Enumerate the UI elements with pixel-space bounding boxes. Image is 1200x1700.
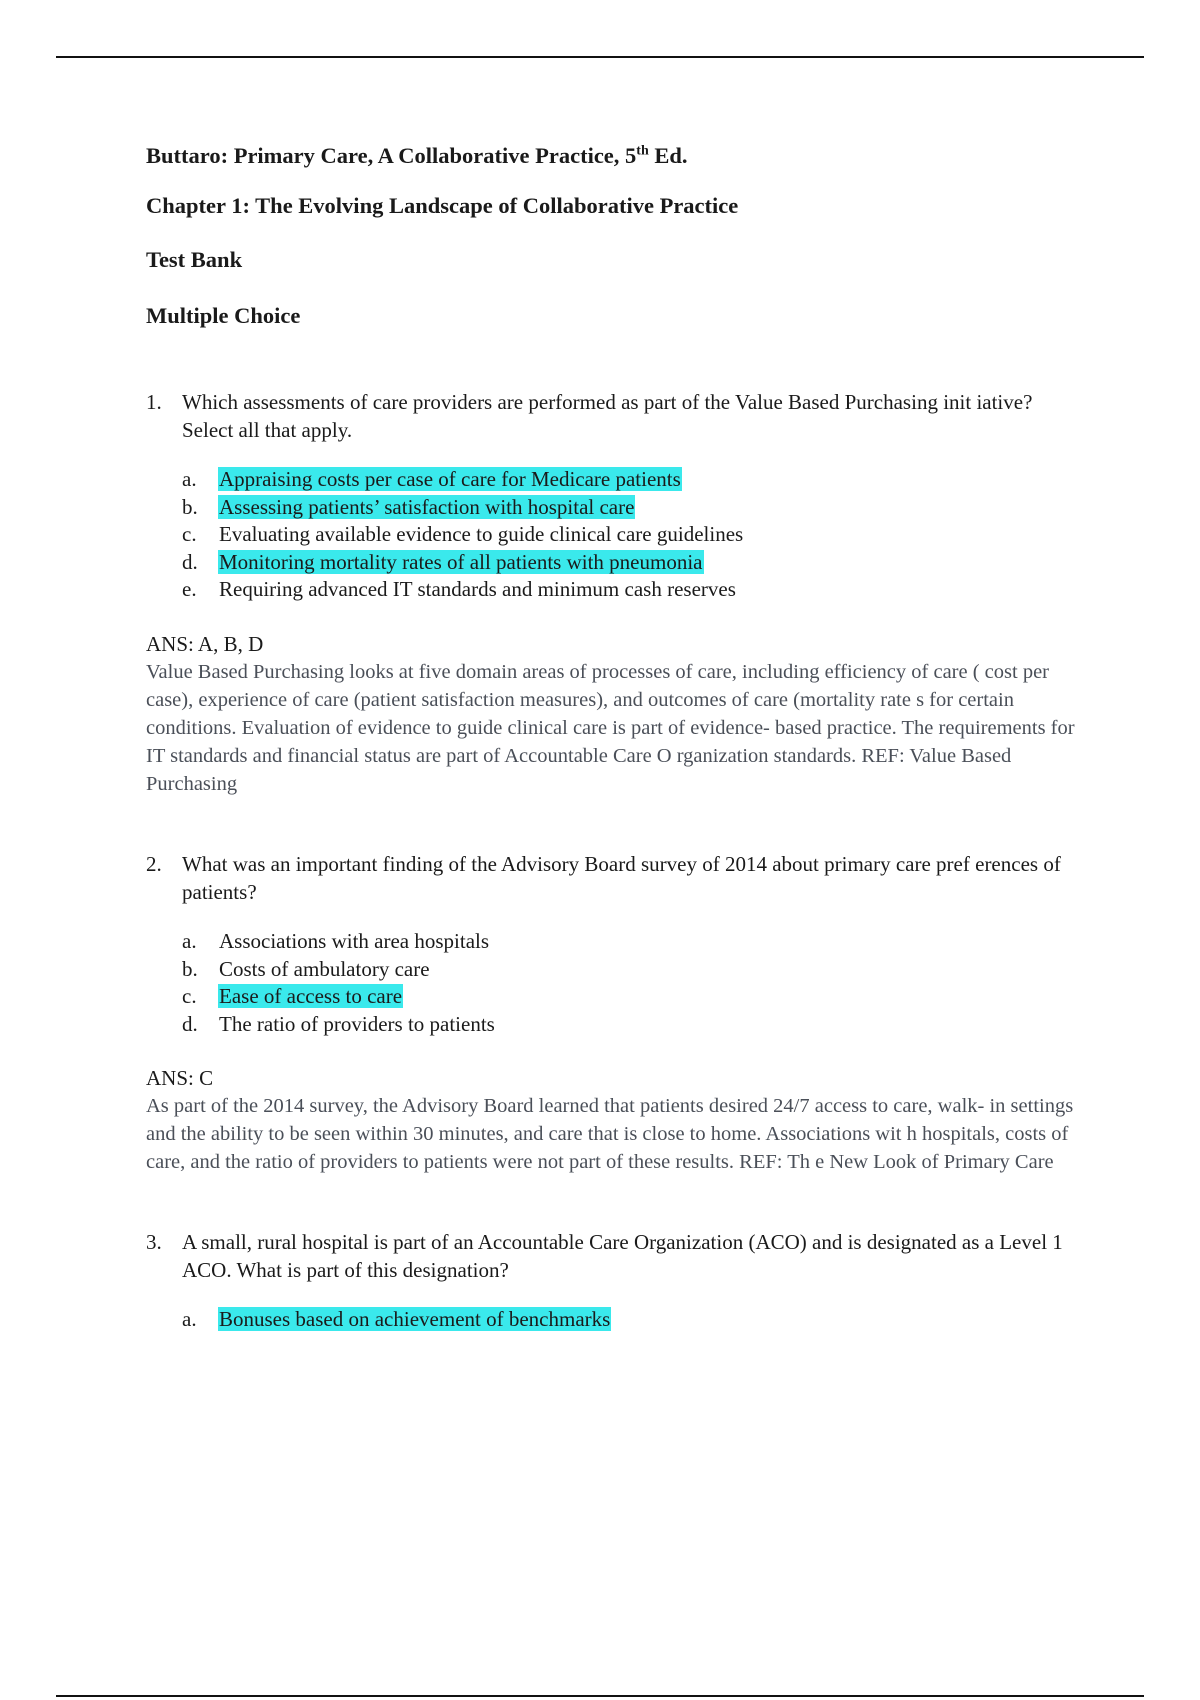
answer-key: ANS: C — [146, 1066, 214, 1091]
highlighted-answer: Ease of access to care — [219, 984, 403, 1009]
chapter-title: Chapter 1: The Evolving Landscape of Collaborative Practice — [146, 193, 739, 218]
highlighted-answer: Monitoring mortality rates of all patients with pneumonia — [219, 549, 703, 574]
highlighted-answer: Bonuses based on achievement of benchmarks — [219, 1307, 611, 1332]
option-b: b. Assessing patients’ satisfaction with hospital care — [182, 494, 635, 519]
option-d: d. The ratio of providers to patients — [182, 1011, 495, 1036]
option-d: d. Monitoring mortality rates of all patients with pneumonia — [182, 549, 703, 574]
option-a: a. Appraising costs per case of care for Medicare patients — [182, 467, 681, 491]
section-heading: Multiple Choice — [146, 303, 301, 328]
question-2 — [146, 850, 1096, 1176]
answer-key: ANS: A, B, D — [146, 631, 264, 656]
option-e: e. Requiring advanced IT standards and minimum cash reserves — [182, 577, 736, 602]
question-number: 2. — [146, 851, 162, 876]
question-1 — [146, 388, 1096, 798]
question-text: Which assessments of care providers are performed as part of the Value Based Purchasing init iative? — [182, 390, 1033, 414]
question-text: A small, rural hospital is part of an Accountable Care Organization (ACO) and is designated as a Level 1 ACO. What is part of this designation? — [182, 1230, 1063, 1283]
question-number: 3. — [146, 1230, 162, 1255]
document-page — [146, 142, 1096, 1334]
option-b: b. Costs of ambulatory care — [182, 956, 430, 981]
highlighted-answer: Appraising costs per case of care for Medicare patients — [219, 467, 681, 491]
option-list — [146, 1306, 1096, 1334]
question-instruction: Select all that apply. — [182, 418, 353, 442]
question-text: What was an important finding of the Advisory Board survey of 2014 about primary care pref erences of patients? — [182, 851, 1061, 904]
option-list — [146, 928, 1096, 1038]
bottom-rule — [56, 1695, 1144, 1697]
highlighted-answer: Assessing patients’ satisfaction with hospital care — [219, 494, 635, 519]
question-number: 1. — [146, 390, 162, 414]
option-list — [146, 466, 1096, 604]
option-c: c. Evaluating available evidence to guide clinical care guidelines — [182, 522, 744, 547]
option-c: c. Ease of access to care — [182, 984, 403, 1009]
test-bank-heading: Test Bank — [146, 247, 243, 272]
book-title: Buttaro: Primary Care, A Collaborative Practice, 5th Ed. — [146, 143, 688, 168]
option-a: a. Associations with area hospitals — [182, 928, 490, 953]
question-3 — [146, 1228, 1096, 1334]
rationale-text: Value Based Purchasing looks at five domain areas of processes of care, including efficiency of care ( cost per case), experience of care (patient satisfaction measures), and outcomes of care (mortality rate s for certain conditions. Evaluation of evidence to guide clinical care is part of evidence- based practice. The requirements for IT standards and financial status are part of Accountable Care O rganization standards. REF: Value Based Purchasing — [146, 660, 1075, 795]
rationale-text: As part of the 2014 survey, the Advisory Board learned that patients desired 24/7 access to care, walk- in settings and the ability to be seen within 30 minutes, and care that is close to home. Associations wit h hospitals, costs of care, and the ratio of providers to patients were not part of these results. REF: Th e New Look of Primary Care — [146, 1095, 1074, 1174]
top-rule — [56, 56, 1144, 58]
option-a: a. Bonuses based on achievement of benchmarks — [182, 1307, 611, 1332]
